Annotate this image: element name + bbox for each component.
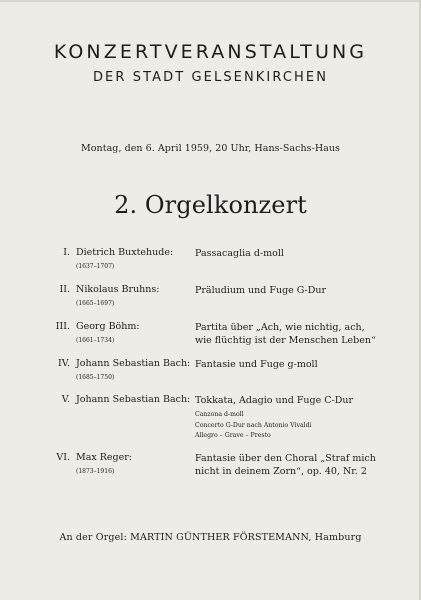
item-work [195, 247, 395, 260]
item-work [195, 394, 395, 407]
item-years: (1685–1750) [76, 374, 115, 381]
item-work [195, 284, 395, 297]
item-composer: Johann Sebastian Bach: [76, 394, 191, 405]
item-composer: Nikolaus Bruhns: [76, 284, 160, 295]
work-line: Präludium und Fuge G-Dur [195, 285, 327, 296]
item-movements [195, 410, 312, 442]
concert-title: 2. Orgelkonzert [114, 191, 307, 219]
item-number: VI. [56, 452, 70, 463]
item-number: III. [55, 321, 70, 332]
item-years: (1873–1916) [76, 468, 115, 475]
concert-dateline: Montag, den 6. April 1959, 20 Uhr, Hans-Sachs-Haus [81, 143, 340, 154]
header-title: KONZERTVERANSTALTUNG [53, 41, 368, 63]
item-number: II. [59, 284, 70, 295]
item-work [195, 321, 395, 347]
work-line: Fantasie und Fuge g-moll [195, 359, 318, 370]
movement-line: Allegro – Grave – Presto [195, 432, 271, 439]
work-line: nicht in deinem Zorn“, op. 40, Nr. 2 [195, 466, 367, 477]
header-subtitle: DER STADT GELSENKIRCHEN [92, 70, 329, 85]
item-composer: Johann Sebastian Bach: [76, 358, 191, 369]
item-years: (1661–1734) [76, 337, 115, 344]
movement-line: Concerto G-Dur nach Antonio Vivaldi [195, 421, 312, 429]
movement-line: Canzona d-moll [195, 411, 244, 418]
item-number: V. [61, 394, 70, 405]
page-edge-top [0, 0, 421, 2]
organist-credit: An der Orgel: MARTIN GÜNTHER FÖRSTEMANN, Hamburg [59, 532, 362, 543]
item-work [195, 452, 395, 478]
item-years: (1665–1697) [76, 300, 115, 307]
item-composer: Max Reger: [76, 452, 132, 463]
item-composer: Dietrich Buxtehude: [76, 247, 174, 258]
item-years: (1637–1707) [76, 263, 115, 270]
item-number: IV. [58, 358, 70, 369]
work-line: Passacaglia d-moll [195, 248, 284, 259]
work-line: wie flüchtig ist der Menschen Leben“ [195, 335, 376, 346]
item-composer: Georg Böhm: [76, 321, 140, 332]
program-list [0, 247, 421, 497]
item-work [195, 358, 395, 371]
work-line: Fantasie über den Choral „Straf mich [195, 453, 376, 464]
work-line: Tokkata, Adagio und Fuge C-Dur [195, 395, 354, 406]
work-line: Partita über „Ach, wie nichtig, ach, [195, 322, 365, 333]
item-number: I. [63, 247, 70, 258]
